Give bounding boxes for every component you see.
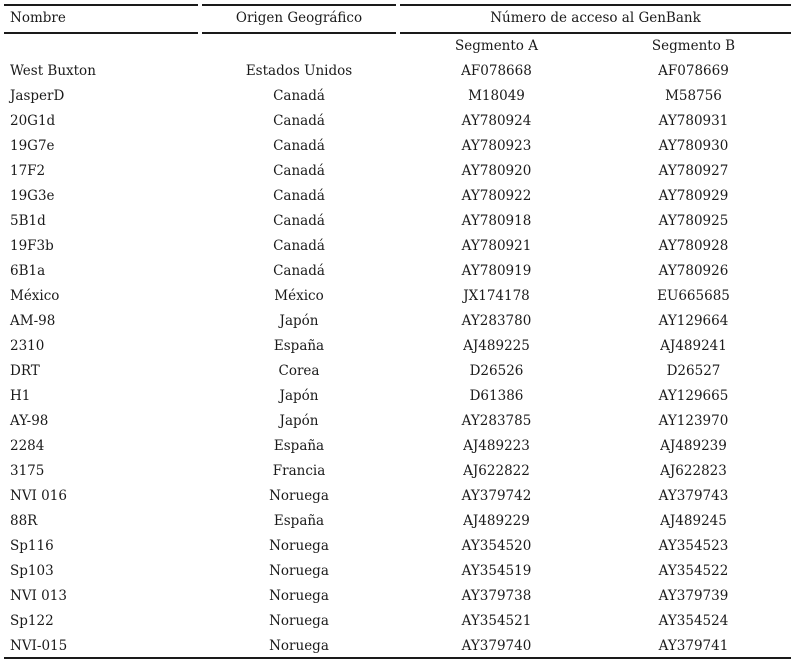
cell-origin: México <box>274 288 324 304</box>
cell-name: Sp116 <box>10 538 54 554</box>
cell-segment-a: AY379740 <box>461 638 532 654</box>
table-row <box>0 309 795 334</box>
bottom-rule <box>4 657 791 659</box>
cell-origin: Noruega <box>269 538 329 554</box>
cell-segment-a: AY283785 <box>461 413 532 429</box>
cell-origin: Noruega <box>269 563 329 579</box>
table-row <box>0 159 795 184</box>
table-row <box>0 284 795 309</box>
cell-origin: Noruega <box>269 588 329 604</box>
table-row <box>0 509 795 534</box>
cell-segment-b: AY379739 <box>658 588 729 604</box>
cell-name: Sp103 <box>10 563 54 579</box>
cell-segment-b: AY379741 <box>658 638 729 654</box>
cell-segment-b: M58756 <box>665 88 722 104</box>
table-row <box>0 584 795 609</box>
table-row <box>0 359 795 384</box>
table-row <box>0 434 795 459</box>
cell-origin: Canadá <box>273 188 325 204</box>
table-row <box>0 384 795 409</box>
table-row <box>0 634 795 659</box>
cell-name: 6B1a <box>10 263 46 279</box>
cell-segment-b: AY129665 <box>658 388 729 404</box>
cell-name: H1 <box>10 388 31 404</box>
cell-segment-b: EU665685 <box>657 288 730 304</box>
table-row <box>0 459 795 484</box>
cell-origin: Noruega <box>269 638 329 654</box>
cell-name: West Buxton <box>10 63 96 79</box>
cell-name: 5B1d <box>10 213 46 229</box>
table-row <box>0 609 795 634</box>
cell-name: 19F3b <box>10 238 54 254</box>
table-row <box>0 534 795 559</box>
cell-segment-b: AY780929 <box>658 188 729 204</box>
cell-segment-a: D61386 <box>469 388 524 404</box>
cell-name: JasperD <box>10 88 65 104</box>
cell-origin: España <box>273 338 325 354</box>
header-accession: Número de acceso al GenBank <box>490 10 701 26</box>
cell-name: AM-98 <box>10 313 56 329</box>
cell-segment-a: AY354519 <box>461 563 532 579</box>
cell-origin: Canadá <box>273 113 325 129</box>
header-name: Nombre <box>10 10 66 26</box>
table-row <box>0 184 795 209</box>
cell-name: 19G7e <box>10 138 55 154</box>
cell-segment-b: AY354522 <box>658 563 729 579</box>
cell-segment-b: AY354524 <box>658 613 729 629</box>
cell-segment-b: AJ622823 <box>660 463 727 479</box>
header-segment-b: Segmento B <box>651 38 736 54</box>
cell-name: México <box>10 288 60 304</box>
cell-origin: Japón <box>279 413 319 429</box>
cell-origin: España <box>273 438 325 454</box>
cell-name: NVI 013 <box>10 588 67 604</box>
cell-origin: Noruega <box>269 613 329 629</box>
cell-segment-b: AF078669 <box>658 63 729 79</box>
cell-segment-a: M18049 <box>468 88 525 104</box>
cell-segment-b: AY129664 <box>658 313 729 329</box>
cell-segment-b: AJ489241 <box>660 338 727 354</box>
cell-name: AY-98 <box>10 413 49 429</box>
cell-segment-a: AY283780 <box>461 313 532 329</box>
cell-name: NVI 016 <box>10 488 67 504</box>
header-rule-name <box>4 32 198 34</box>
table-row <box>0 409 795 434</box>
cell-origin: Canadá <box>273 238 325 254</box>
cell-origin: Canadá <box>273 163 325 179</box>
table-row <box>0 484 795 509</box>
cell-name: 17F2 <box>10 163 46 179</box>
cell-origin: Japón <box>279 388 319 404</box>
cell-segment-b: AY780926 <box>658 263 729 279</box>
cell-segment-a: AJ622822 <box>463 463 530 479</box>
cell-name: 3175 <box>10 463 45 479</box>
cell-origin: España <box>273 513 325 529</box>
table-row <box>0 234 795 259</box>
cell-segment-b: AY780931 <box>658 113 729 129</box>
cell-name: 88R <box>10 513 38 529</box>
table-row <box>0 209 795 234</box>
cell-origin: Estados Unidos <box>245 63 353 79</box>
table-row <box>0 84 795 109</box>
cell-segment-b: AJ489245 <box>660 513 727 529</box>
cell-segment-a: AY780924 <box>461 113 532 129</box>
cell-segment-b: AY780925 <box>658 213 729 229</box>
cell-segment-a: AY354520 <box>461 538 532 554</box>
cell-segment-a: AY780923 <box>461 138 532 154</box>
cell-segment-b: AY780928 <box>658 238 729 254</box>
cell-origin: Canadá <box>273 263 325 279</box>
cell-name: DRT <box>10 363 40 379</box>
cell-origin: Canadá <box>273 138 325 154</box>
cell-segment-a: AY780921 <box>461 238 532 254</box>
table-row <box>0 109 795 134</box>
cell-segment-a: AF078668 <box>461 63 532 79</box>
cell-origin: Francia <box>272 463 326 479</box>
cell-segment-a: AY780918 <box>461 213 532 229</box>
cell-name: Sp122 <box>10 613 54 629</box>
cell-segment-b: AY379743 <box>658 488 729 504</box>
table-row <box>0 134 795 159</box>
table-row <box>0 259 795 284</box>
table-row <box>0 559 795 584</box>
table-row <box>0 334 795 359</box>
cell-segment-a: AJ489229 <box>463 513 530 529</box>
cell-origin: Corea <box>278 363 320 379</box>
cell-segment-b: AY780930 <box>658 138 729 154</box>
cell-segment-a: AY780919 <box>461 263 532 279</box>
cell-segment-b: D26527 <box>666 363 721 379</box>
cell-name: NVI-015 <box>10 638 68 654</box>
header-origin: Origen Geográfico <box>235 10 363 26</box>
cell-segment-a: JX174178 <box>463 288 530 304</box>
header-segment-a: Segmento A <box>455 38 538 54</box>
cell-segment-a: AY379742 <box>461 488 532 504</box>
cell-name: 19G3e <box>10 188 55 204</box>
header-rule-origin <box>202 32 396 34</box>
cell-segment-a: AJ489225 <box>463 338 530 354</box>
cell-segment-a: AY379738 <box>461 588 532 604</box>
cell-segment-a: AJ489223 <box>463 438 530 454</box>
cell-segment-b: AY354523 <box>658 538 729 554</box>
cell-segment-a: AY354521 <box>461 613 532 629</box>
cell-segment-b: AY123970 <box>658 413 729 429</box>
cell-segment-b: AJ489239 <box>660 438 727 454</box>
cell-name: 2310 <box>10 338 45 354</box>
cell-origin: Noruega <box>269 488 329 504</box>
cell-name: 2284 <box>10 438 45 454</box>
cell-segment-a: D26526 <box>469 363 524 379</box>
cell-segment-a: AY780922 <box>461 188 532 204</box>
cell-segment-b: AY780927 <box>658 163 729 179</box>
cell-name: 20G1d <box>10 113 56 129</box>
cell-origin: Japón <box>279 313 319 329</box>
cell-origin: Canadá <box>273 88 325 104</box>
table-row <box>0 59 795 84</box>
cell-origin: Canadá <box>273 213 325 229</box>
cell-segment-a: AY780920 <box>461 163 532 179</box>
